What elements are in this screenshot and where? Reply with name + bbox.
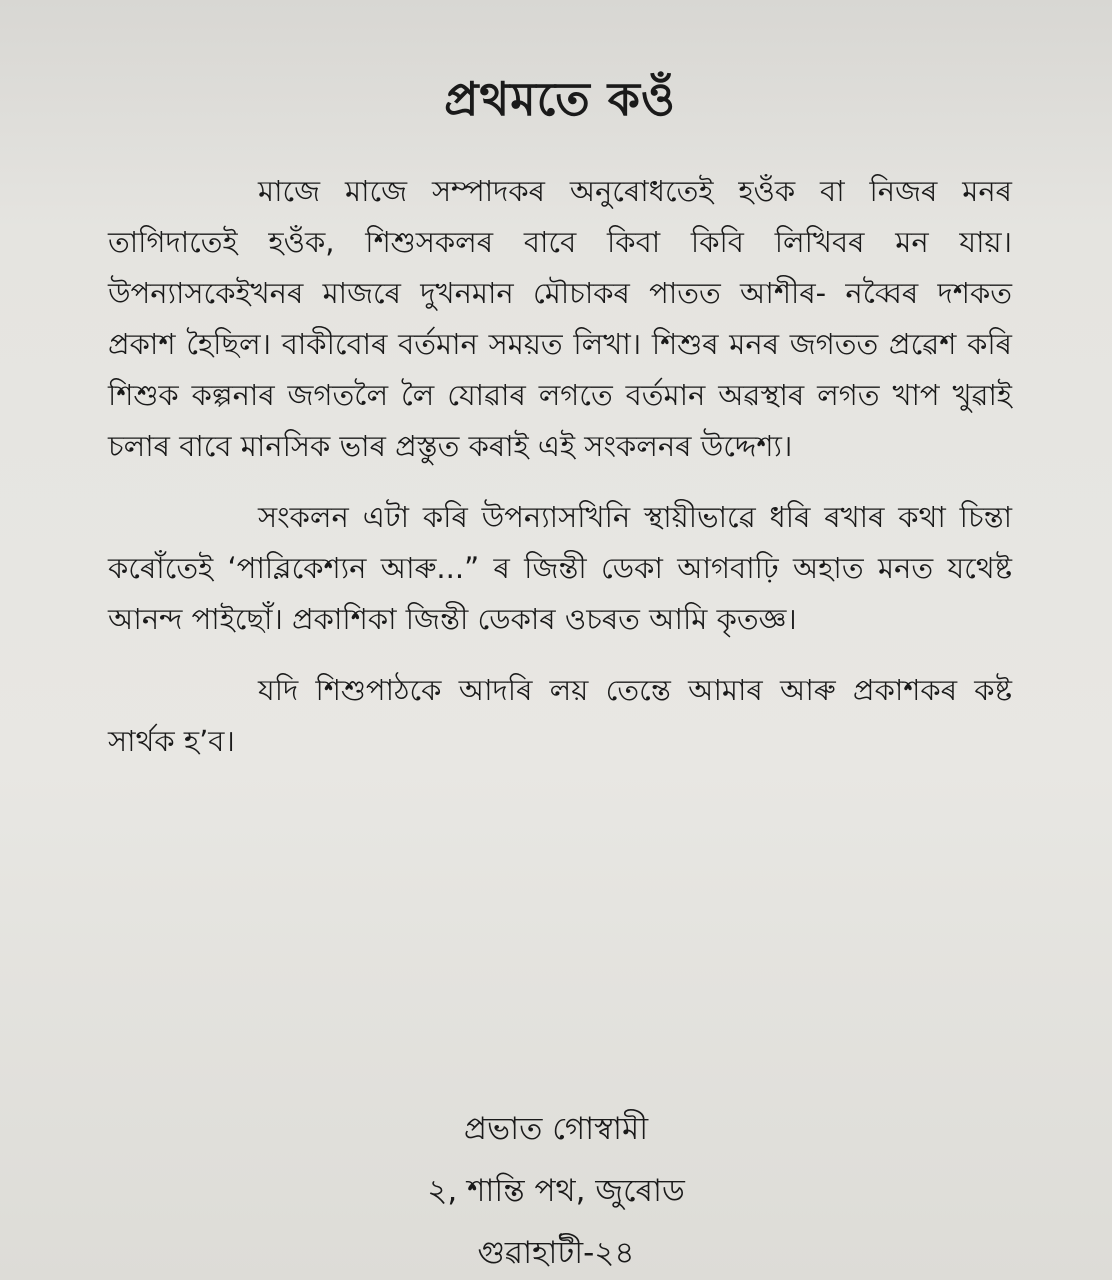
author-city: গুৱাহাটী-২৪ xyxy=(477,1235,635,1271)
paragraph-3: যদি শিশুপাঠকে আদৰি লয় তেন্তে আমাৰ আৰু প্ৰকাশকৰ কষ্ট সাৰ্থক হ’ব। xyxy=(108,672,1012,758)
paragraph-1: মাজে মাজে সম্পাদকৰ অনুৰোধতেই হওঁক বা নিজৰ মনৰ তাগিদাতেই হওঁক, শিশুসকলৰ বাবে কিবা কিবি লিখিবৰ মন যায়। উপন্যাসকেইখনৰ মাজৰে দুখনমান মৌচাকৰ পাতত আশীৰ- নব্বৈৰ দশকত প্ৰকাশ হৈছিল। বাকীবোৰ বৰ্তমান সময়ত লিখা। শিশুৰ মনৰ জগতত প্ৰৱেশ কৰি শিশুক কল্পনাৰ জগতলৈ লৈ যোৱাৰ লগতে বৰ্তমান অৱস্থাৰ লগত খাপ খুৱাই চলাৰ বাবে মানসিক ভাৰ প্ৰস্তুত কৰাই এই সংকলনৰ উদ্দেশ্য। xyxy=(108,173,1012,463)
paragraph-2: সংকলন এটা কৰি উপন্যাসখিনি স্থায়ীভাৱে ধৰি ৰখাৰ কথা চিন্তা কৰোঁতেই ‘পাব্লিকেশ্যন আৰু...” ৰ জিন্তী ডেকা আগবাঢ়ি অহাত মনত যথেষ্ট আনন্দ পাইছোঁ। প্ৰকাশিকা জিন্তী ডেকাৰ ওচৰত আমি কৃতজ্ঞ। xyxy=(108,499,1012,636)
author-address: ২, শান্তি পথ, জুৰোড xyxy=(427,1173,685,1209)
signature-block xyxy=(0,1098,1112,1280)
author-name: প্ৰভাত গোস্বামী xyxy=(463,1111,649,1147)
page-title: প্ৰথমতে কওঁ xyxy=(444,72,676,126)
